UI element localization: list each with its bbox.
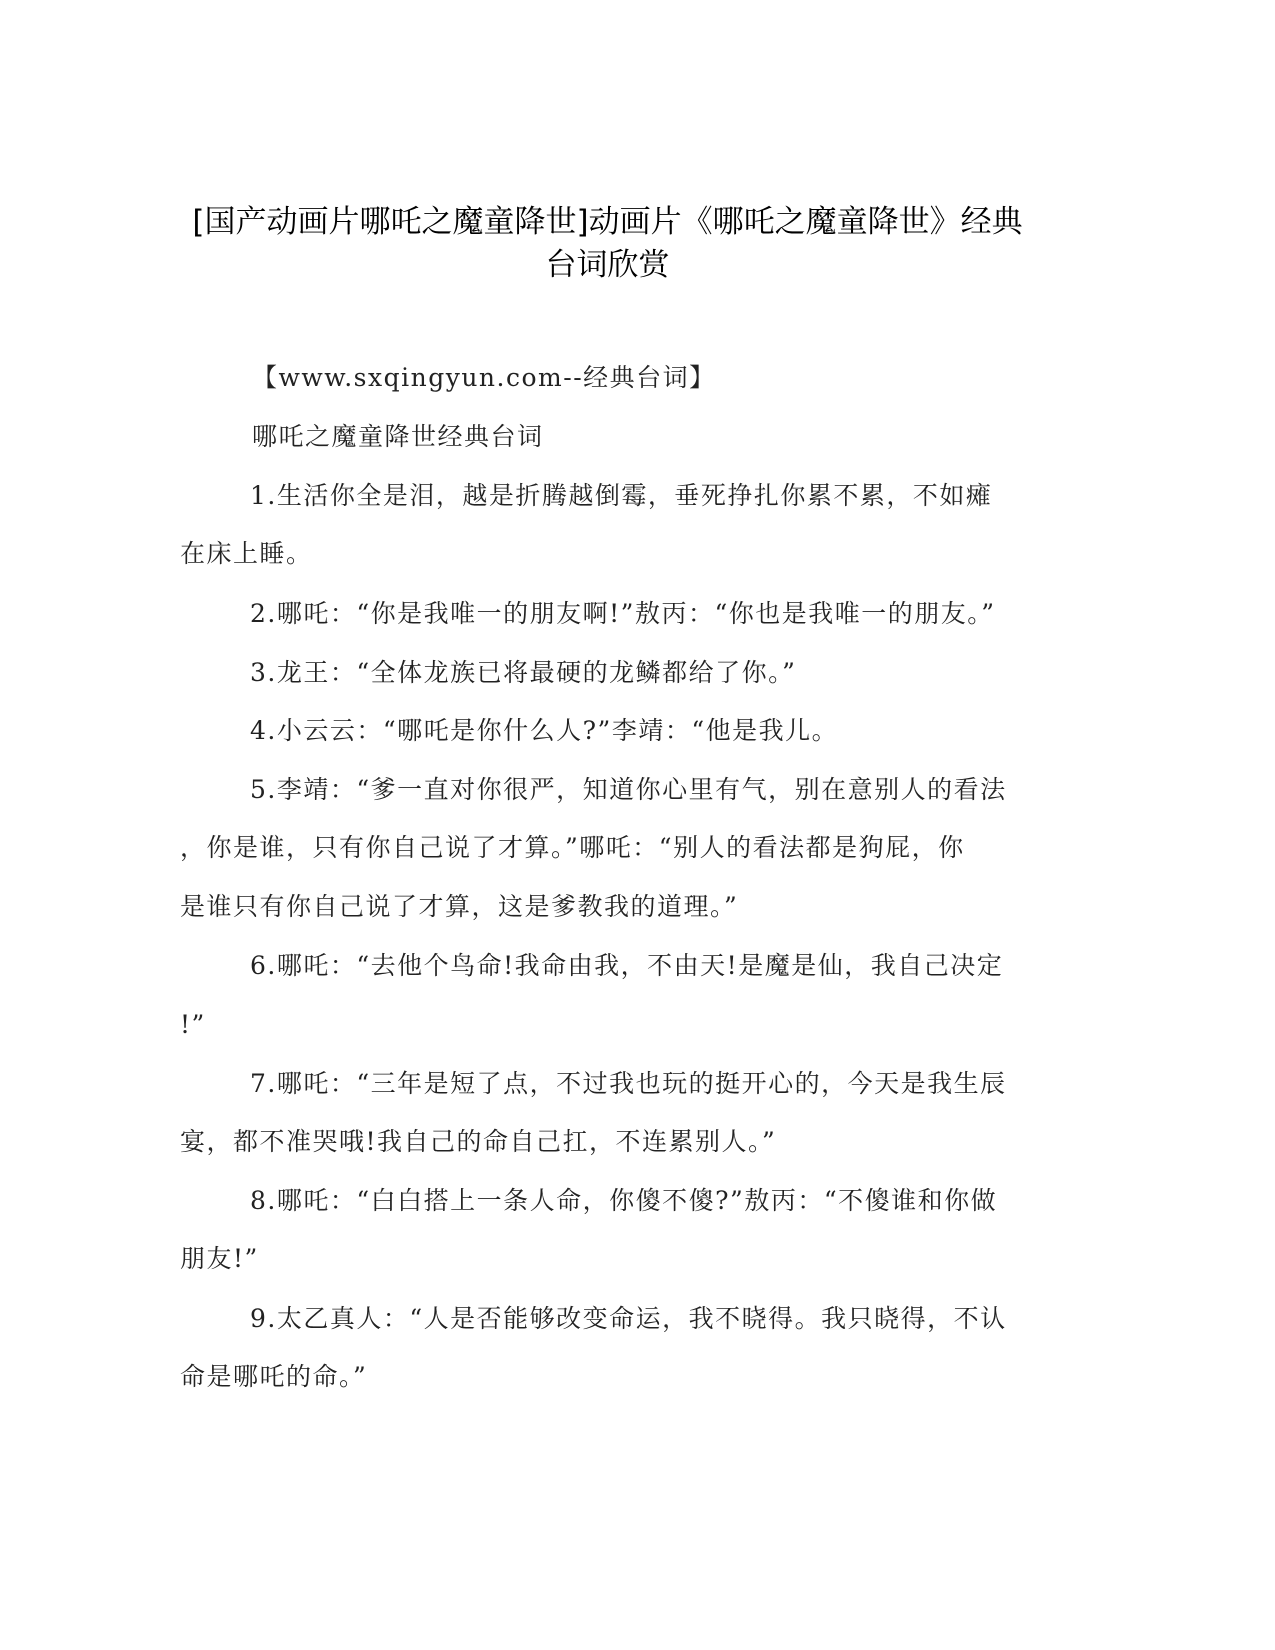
quote-line: 8.哪吒：“白白搭上一条人命，你傻不傻?”敖丙：“不傻谁和你做 — [250, 1186, 998, 1215]
quote-line: 在床上睡。 — [180, 539, 313, 568]
quote-line: 4.小云云：“哪吒是你什么人?”李靖：“他是我儿。 — [250, 716, 839, 745]
quote-line: 5.李靖：“爹一直对你很严，知道你心里有气，别在意别人的看法 — [250, 775, 1007, 804]
quote-line: 7.哪吒：“三年是短了点，不过我也玩的挺开心的，今天是我生辰 — [250, 1069, 1007, 1098]
quote-line: 是谁只有你自己说了才算，这是爹教我的道理。” — [180, 892, 739, 921]
document-title-line-1: [国产动画片哪吒之魔童降世]动画片《哪吒之魔童降世》经典 — [192, 204, 1023, 240]
quote-line: 命是哪吒的命。” — [180, 1362, 368, 1391]
section-subtitle: 哪吒之魔童降世经典台词 — [252, 422, 544, 451]
quote-line: 宴，都不准哭哦!我自己的命自己扛，不连累别人。” — [180, 1127, 777, 1156]
quote-line: !” — [180, 1010, 206, 1039]
quote-line: 3.龙王：“全体龙族已将最硬的龙鳞都给了你。” — [250, 658, 797, 687]
quote-line: 朋友!” — [180, 1244, 259, 1273]
source-tag: 【www.sxqingyun.com--经典台词】 — [252, 363, 716, 392]
quote-line: 9.太乙真人：“人是否能够改变命运，我不晓得。我只晓得，不认 — [250, 1304, 1007, 1333]
quote-line: 1.生活你全是泪，越是折腾越倒霉，垂死挣扎你累不累，不如瘫 — [250, 481, 993, 510]
document-title-line-2: 台词欣赏 — [545, 247, 670, 283]
quote-line: 6.哪吒：“去他个鸟命!我命由我，不由天!是魔是仙，我自己决定 — [250, 951, 1004, 980]
quote-line: 2.哪吒：“你是我唯一的朋友啊!”敖丙：“你也是我唯一的朋友。” — [250, 599, 996, 628]
quote-line: ，你是谁，只有你自己说了才算。”哪吒：“别人的看法都是狗屁，你 — [180, 833, 965, 862]
